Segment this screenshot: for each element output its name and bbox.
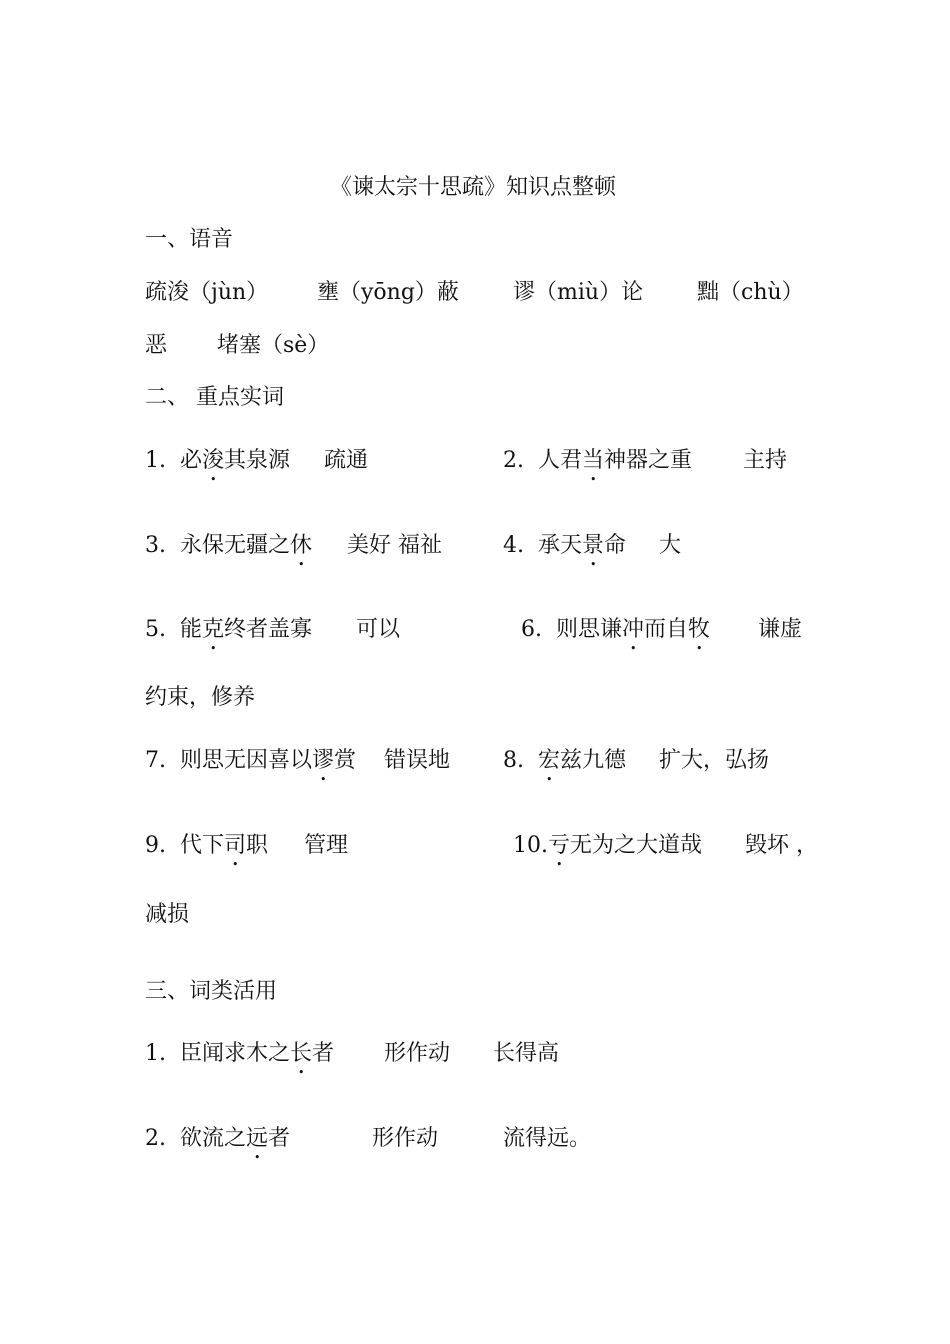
item-number: 1.: [145, 1041, 166, 1066]
sentence-text: 欲流之: [180, 1126, 247, 1151]
sentence-text: 承天: [538, 533, 583, 558]
item-number: 9.: [145, 833, 166, 858]
pronunciation-item: 疏浚（jùn）: [145, 280, 269, 305]
sentence-text: 神器之重: [604, 448, 693, 473]
item-number: 3.: [145, 533, 166, 558]
meaning-text: 谦虚: [758, 617, 803, 642]
pronunciation-item: 谬（miù）论: [513, 280, 644, 305]
emphasized-word: 远: [246, 1126, 269, 1151]
item-number: 10.: [513, 833, 548, 858]
sentence-text: 必: [180, 448, 203, 473]
sentence-text: 永保无疆之: [180, 533, 291, 558]
meaning-text: 大: [659, 533, 682, 558]
meaning-text: 疏通: [324, 448, 369, 473]
meaning-text: 错误地: [384, 748, 451, 773]
section-heading-word-class: 三、词类活用: [145, 979, 278, 1004]
sentence-text: 命: [604, 533, 627, 558]
item-number: 6.: [521, 617, 542, 642]
key-word-item: [513, 832, 702, 871]
key-word-item: [503, 747, 626, 786]
key-word-item: [503, 532, 626, 571]
pronunciation-item: 堵塞（sè）: [217, 333, 330, 358]
sentence-text: 者: [312, 1041, 335, 1066]
meaning-text: 主持: [743, 448, 788, 473]
pronunciation-item: 黜（chù）: [697, 280, 804, 305]
emphasized-word: 司: [224, 833, 247, 858]
sentence-text: 其泉源: [224, 448, 291, 473]
emphasized-word: 浚: [202, 448, 225, 473]
emphasized-word: 当: [582, 448, 605, 473]
sentence-text: 者: [268, 1126, 291, 1151]
section-heading-key-words: 二、 重点实词: [145, 385, 284, 410]
item-number: 7.: [145, 748, 166, 773]
meaning-text: 毁坏 ，: [745, 833, 818, 858]
key-word-item: [145, 532, 312, 571]
meaning-text: 流得远。: [503, 1126, 592, 1151]
item-number: 8.: [503, 748, 524, 773]
sentence-text: 而自: [644, 617, 689, 642]
key-word-item: [503, 447, 692, 486]
sentence-text: 兹九德: [560, 748, 627, 773]
pronunciation-item: 恶: [145, 333, 168, 358]
sentence-text: 则思无因喜以: [180, 748, 313, 773]
meaning-text: 扩大，弘扬: [659, 748, 770, 773]
emphasized-word: 牧: [688, 617, 711, 642]
item-number: 2.: [145, 1126, 166, 1151]
key-word-item: [145, 447, 290, 486]
emphasized-word: 休: [290, 533, 313, 558]
emphasized-word: 长: [290, 1041, 313, 1066]
emphasized-word: 景: [582, 533, 605, 558]
meaning-text: 美好 福祉: [347, 533, 442, 558]
sentence-text: 职: [246, 833, 269, 858]
section-heading-pronunciation: 一、语音: [145, 227, 234, 252]
key-word-item: [145, 832, 268, 871]
emphasized-word: 亏: [548, 833, 571, 858]
sentence-text: 无为之大道哉: [570, 833, 703, 858]
emphasized-word: 宏: [538, 748, 561, 773]
key-word-item: [145, 747, 356, 786]
usage-type: 形作动: [384, 1041, 451, 1066]
usage-type: 形作动: [372, 1126, 439, 1151]
sentence-text: 能: [180, 617, 203, 642]
item-number: 5.: [145, 617, 166, 642]
word-class-item: [145, 1040, 334, 1079]
meaning-text: 可以: [356, 617, 401, 642]
key-word-item: [521, 616, 710, 655]
word-class-item: [145, 1125, 290, 1164]
key-word-item: [145, 616, 312, 655]
emphasized-word: 冲: [622, 617, 645, 642]
sentence-text: 代下: [180, 833, 225, 858]
pronunciation-item: 壅（yōng）蔽: [317, 280, 459, 305]
item-number: 2.: [503, 448, 524, 473]
emphasized-word: 谬: [312, 748, 335, 773]
item-number: 4.: [503, 533, 524, 558]
sentence-text: 终者盖寡: [224, 617, 313, 642]
page-title: 《谏太宗十思疏》知识点整顿: [330, 175, 617, 200]
emphasized-word: 克: [202, 617, 225, 642]
item-number: 1.: [145, 448, 166, 473]
meaning-text: 长得高: [493, 1041, 560, 1066]
meaning-continuation: 约束，修养: [145, 685, 256, 710]
sentence-text: 赏: [334, 748, 357, 773]
meaning-continuation: 减损: [145, 902, 190, 927]
sentence-text: 则思谦: [556, 617, 623, 642]
meaning-text: 管理: [304, 833, 349, 858]
sentence-text: 臣闻求木之: [180, 1041, 291, 1066]
sentence-text: 人君: [538, 448, 583, 473]
